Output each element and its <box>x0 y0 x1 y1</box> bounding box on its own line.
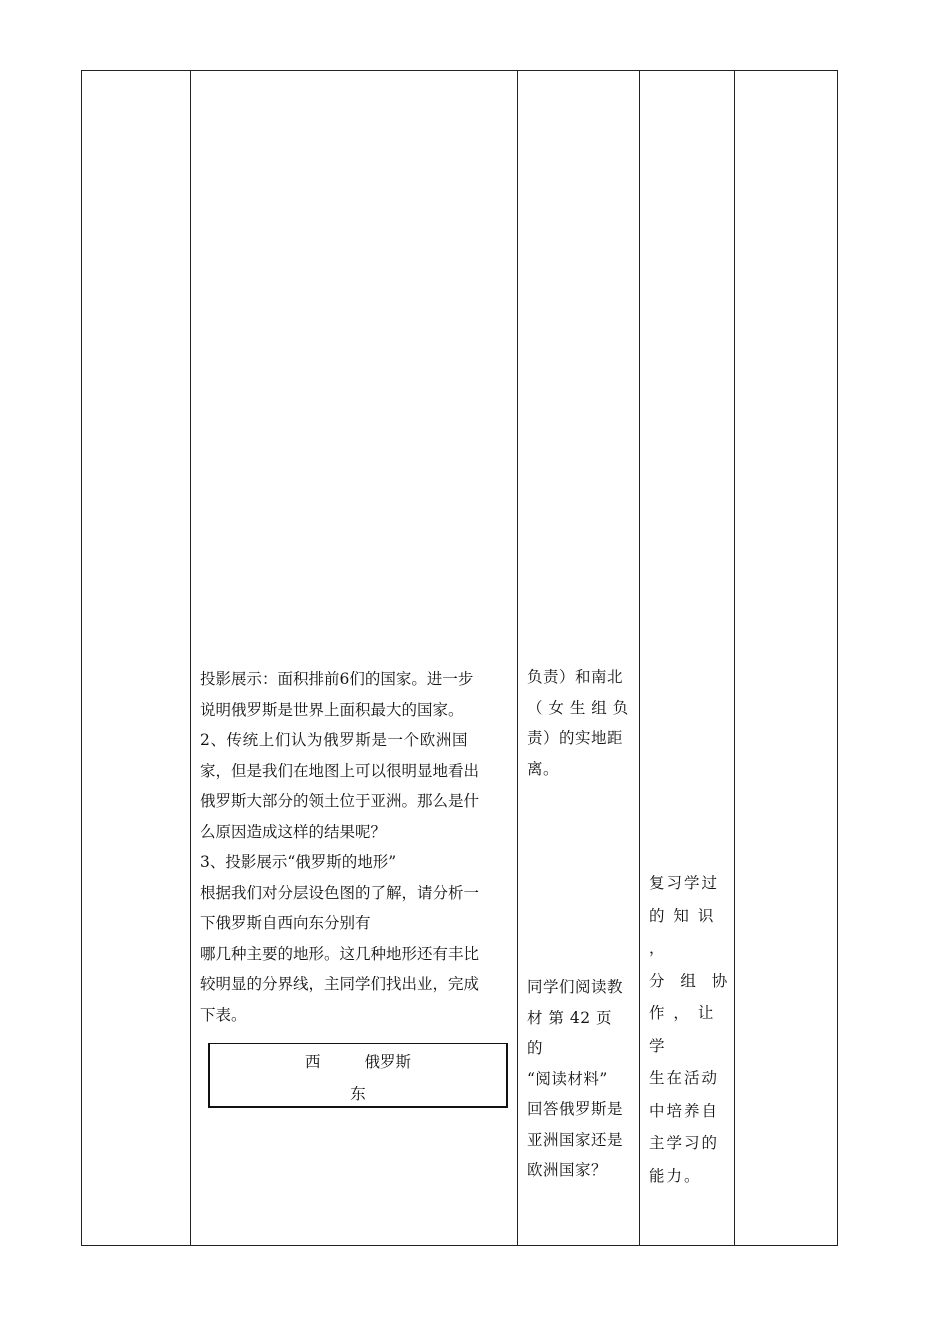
column-divider-1 <box>190 70 191 1246</box>
student-activity-top <box>527 662 631 784</box>
text-line: 下表。 <box>200 1005 247 1024</box>
column-divider-2 <box>517 70 518 1246</box>
text-line: 哪几种主要的地形。这几种地形还有丰比 <box>200 944 480 963</box>
text-line: 较明显的分界线，主同学们找出业，完成 <box>200 975 480 993</box>
text-line: 中培养自 <box>649 1101 720 1120</box>
text-line: 3、投影展示“俄罗斯的地形” <box>200 853 397 871</box>
text-line: 生在活动 <box>649 1069 720 1087</box>
text-line: （ 女 生 组 负 <box>527 698 629 717</box>
text-line: 说明俄罗斯是世界上面积最大的国家。 <box>200 700 464 719</box>
text-line: 同学们阅读教 <box>527 978 624 996</box>
text-line: 亚洲国家还是 <box>527 1130 624 1149</box>
text-line: 复习学过 <box>649 874 720 892</box>
text-line: 责）的实地距 <box>527 729 624 747</box>
text-line: 分 组 协 <box>649 971 730 990</box>
east-label: 东 <box>350 1085 366 1103</box>
column-divider-3 <box>639 70 640 1246</box>
text-line: 根据我们对分层设色图的了解，请分析一 <box>200 883 480 902</box>
text-line: 2、传统上们认为俄罗斯是一个欧洲国 <box>200 731 469 749</box>
text-line: 负责）和南北 <box>527 668 624 686</box>
text-line: 回答俄罗斯是 <box>527 1100 624 1118</box>
text-line: 的 知 识 ， <box>649 906 716 957</box>
text-line: 下俄罗斯自西向东分别有 <box>200 914 371 932</box>
west-label: 西 <box>304 1053 321 1071</box>
column-divider-4 <box>734 70 735 1246</box>
text-line: 么原因造成这样的结果呢？ <box>200 822 387 841</box>
russia-label: 俄罗斯 <box>364 1053 412 1071</box>
terrain-table-box <box>208 1043 508 1108</box>
teacher-activity-text <box>200 664 510 1030</box>
text-line: 欧洲国家？ <box>527 1161 608 1179</box>
text-line: 材 第 42 页 的 <box>527 1008 613 1057</box>
text-line: 离。 <box>527 759 560 778</box>
text-line: 俄罗斯大部分的领土位于亚洲。那么是什 <box>200 792 480 810</box>
design-intent-text <box>649 867 729 1192</box>
student-activity-bottom <box>527 972 631 1186</box>
text-line: “阅读材料” <box>527 1069 608 1088</box>
text-line: 主学习的 <box>649 1134 720 1152</box>
text-line: 能力。 <box>649 1166 702 1185</box>
text-line: 投影展示：面积排前6们的国家。进一步 <box>200 670 474 688</box>
terrain-header-row <box>210 1050 506 1072</box>
text-line: 家，但是我们在地图上可以很明显地看出 <box>200 761 480 780</box>
text-line: 作 ， 让 学 <box>649 1004 716 1055</box>
